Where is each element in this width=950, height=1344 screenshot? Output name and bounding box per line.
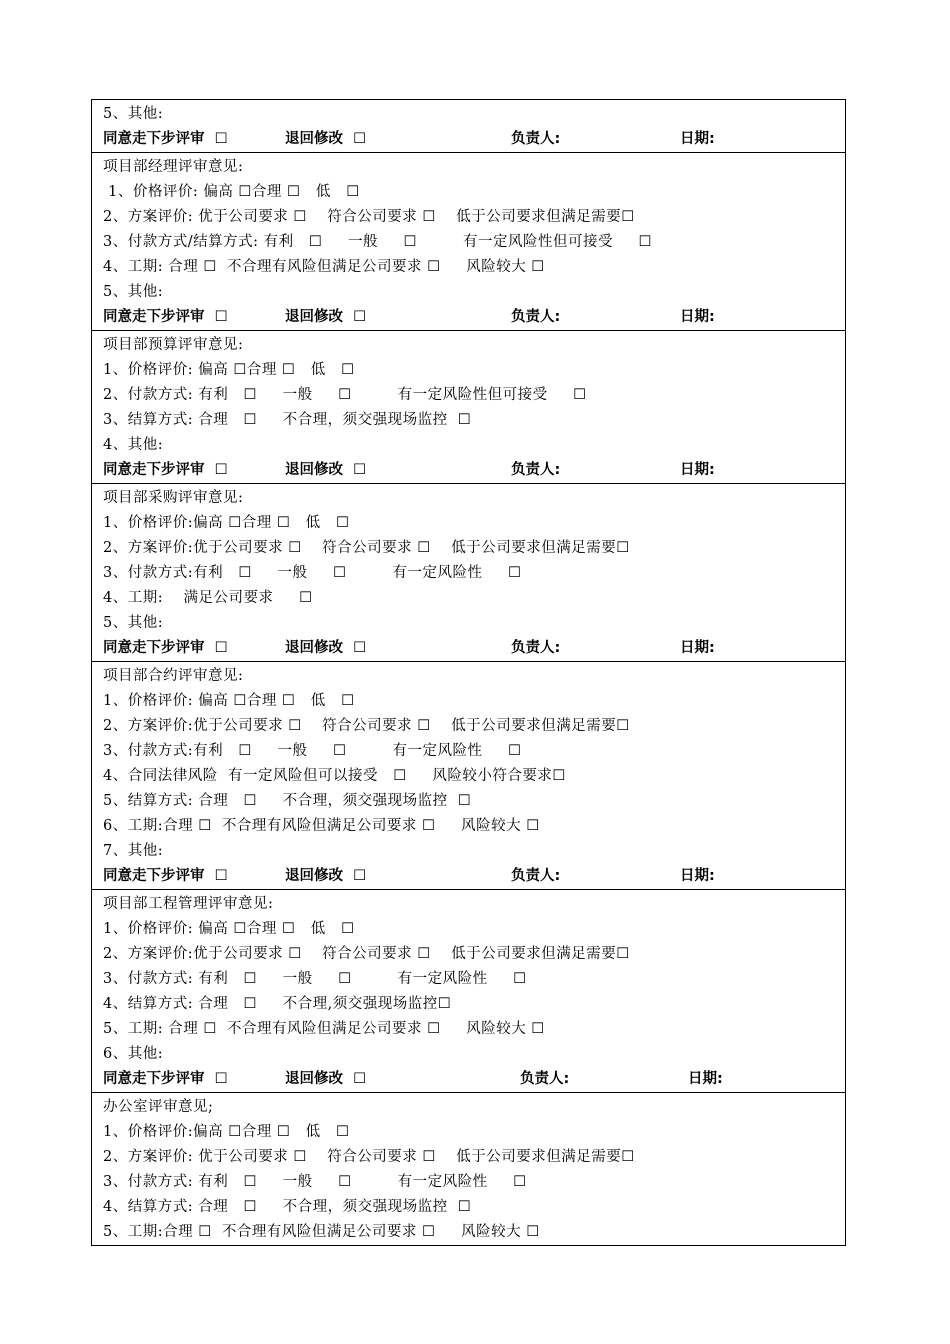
line-text: 6、其他: [103, 1046, 164, 1062]
line-text: 5、结算方式: 合理 ☐ 不合理，须交强现场监控 ☐ [103, 793, 472, 809]
line-text: 5、工期: 合理 ☐ 不合理有风险但满足公司要求 ☐ 风险较大 ☐ [103, 1021, 545, 1037]
form-line [92, 1145, 845, 1170]
form-line [92, 280, 845, 305]
form-line [92, 942, 845, 967]
signoff-row [92, 127, 845, 152]
form-line [92, 536, 845, 561]
form-line [92, 255, 845, 280]
agree-next-review-checkbox[interactable]: 同意走下步评审 ☐ [103, 640, 228, 656]
form-line [92, 180, 845, 205]
line-text: 2、方案评价:优于公司要求 ☐ 符合公司要求 ☐ 低于公司要求但满足需要☐ [103, 718, 630, 734]
form-line [92, 408, 845, 433]
signoff-row [92, 305, 845, 330]
form-line [92, 967, 845, 992]
signoff-row [92, 636, 845, 661]
responsible-person-label: 负责人: [511, 640, 561, 656]
return-for-revision-checkbox[interactable]: 退回修改 ☐ [285, 1071, 367, 1087]
line-text: 项目部预算评审意见: [103, 337, 244, 353]
responsible-person-label: 负责人: [511, 309, 561, 325]
signoff-row [92, 458, 845, 483]
form-line [92, 561, 845, 586]
date-label: 日期: [680, 640, 715, 656]
section-title [92, 155, 845, 180]
form-line [92, 764, 845, 789]
line-text: 4、工期: 合理 ☐ 不合理有风险但满足公司要求 ☐ 风险较大 ☐ [103, 259, 545, 275]
line-text: 1、价格评价: 偏高 ☐合理 ☐ 低 ☐ [103, 693, 355, 709]
form-line [92, 433, 845, 458]
section-title [92, 664, 845, 689]
form-line [92, 689, 845, 714]
form-line [92, 383, 845, 408]
agree-next-review-checkbox[interactable]: 同意走下步评审 ☐ [103, 131, 228, 147]
form-line [92, 586, 845, 611]
signoff-row [92, 864, 845, 889]
review-section-other [92, 100, 845, 152]
review-section-budget [92, 330, 845, 483]
line-text: 4、合同法律风险 有一定风险但可以接受 ☐ 风险较小符合要求☐ [103, 768, 566, 784]
line-text: 5、其他: [103, 615, 164, 631]
date-label: 日期: [680, 462, 715, 478]
responsible-person-label: 负责人: [511, 462, 561, 478]
date-label: 日期: [680, 868, 715, 884]
line-text: 项目部采购评审意见: [103, 490, 244, 506]
section-title [92, 333, 845, 358]
responsible-person-label: 负责人: [511, 868, 561, 884]
form-line [92, 1017, 845, 1042]
line-text: 7、其他: [103, 843, 164, 859]
line-text: 3、付款方式:有利 ☐ 一般 ☐ 有一定风险性 ☐ [103, 743, 522, 759]
form-line [92, 1042, 845, 1067]
line-text: 3、付款方式:有利 ☐ 一般 ☐ 有一定风险性 ☐ [103, 565, 522, 581]
form-line [92, 917, 845, 942]
review-form-table [91, 99, 846, 1246]
review-section-manager [92, 152, 845, 330]
line-text: 3、付款方式: 有利 ☐ 一般 ☐ 有一定风险性 ☐ [103, 1174, 527, 1190]
agree-next-review-checkbox[interactable]: 同意走下步评审 ☐ [103, 1071, 228, 1087]
return-for-revision-checkbox[interactable]: 退回修改 ☐ [285, 131, 367, 147]
line-text: 5、工期:合理 ☐ 不合理有风险但满足公司要求 ☐ 风险较大 ☐ [103, 1224, 540, 1240]
form-line [92, 611, 845, 636]
return-for-revision-checkbox[interactable]: 退回修改 ☐ [285, 462, 367, 478]
form-line [92, 230, 845, 255]
line-text: 4、结算方式: 合理 ☐ 不合理，须交强现场监控 ☐ [103, 1199, 472, 1215]
line-text: 1、价格评价:偏高 ☐合理 ☐ 低 ☐ [103, 515, 350, 531]
agree-next-review-checkbox[interactable]: 同意走下步评审 ☐ [103, 309, 228, 325]
line-text: 2、方案评价: 优于公司要求 ☐ 符合公司要求 ☐ 低于公司要求但满足需要☐ [103, 209, 635, 225]
signoff-row [92, 1067, 845, 1092]
line-text: 2、方案评价:优于公司要求 ☐ 符合公司要求 ☐ 低于公司要求但满足需要☐ [103, 946, 630, 962]
line-text: 2、付款方式: 有利 ☐ 一般 ☐ 有一定风险性但可接受 ☐ [103, 387, 587, 403]
line-text: 3、付款方式: 有利 ☐ 一般 ☐ 有一定风险性 ☐ [103, 971, 527, 987]
date-label: 日期: [680, 131, 715, 147]
agree-next-review-checkbox[interactable]: 同意走下步评审 ☐ [103, 462, 228, 478]
line-text: 项目部经理评审意见: [103, 159, 244, 175]
line-text: 2、方案评价:优于公司要求 ☐ 符合公司要求 ☐ 低于公司要求但满足需要☐ [103, 540, 630, 556]
review-section-engineering [92, 889, 845, 1092]
form-line [92, 992, 845, 1017]
line-text: 项目部工程管理评审意见: [103, 896, 274, 912]
form-line [92, 739, 845, 764]
return-for-revision-checkbox[interactable]: 退回修改 ☐ [285, 640, 367, 656]
line-text: 6、工期:合理 ☐ 不合理有风险但满足公司要求 ☐ 风险较大 ☐ [103, 818, 540, 834]
form-line [92, 839, 845, 864]
form-line [92, 1120, 845, 1145]
line-text: 1、价格评价: 偏高 ☐合理 ☐ 低 ☐ [103, 184, 360, 200]
form-line [92, 814, 845, 839]
line-text: 4、结算方式: 合理 ☐ 不合理,须交强现场监控☐ [103, 996, 452, 1012]
form-line [92, 358, 845, 383]
line-text: 1、价格评价: 偏高 ☐合理 ☐ 低 ☐ [103, 362, 355, 378]
return-for-revision-checkbox[interactable]: 退回修改 ☐ [285, 868, 367, 884]
review-section-contract [92, 661, 845, 889]
agree-next-review-checkbox[interactable]: 同意走下步评审 ☐ [103, 868, 228, 884]
section-title [92, 892, 845, 917]
form-line [92, 511, 845, 536]
line-text: 3、付款方式/结算方式: 有利 ☐ 一般 ☐ 有一定风险性但可接受 ☐ [103, 234, 653, 250]
line-text: 5、其他: [103, 284, 164, 300]
form-line [92, 1170, 845, 1195]
return-for-revision-checkbox[interactable]: 退回修改 ☐ [285, 309, 367, 325]
form-line [92, 205, 845, 230]
form-line [92, 102, 845, 127]
line-text: 办公室评审意见; [103, 1099, 214, 1115]
line-text: 项目部合约评审意见: [103, 668, 244, 684]
form-line [92, 789, 845, 814]
form-line [92, 1220, 845, 1245]
line-text: 3、结算方式: 合理 ☐ 不合理，须交强现场监控 ☐ [103, 412, 472, 428]
line-text: 5、其他: [103, 106, 164, 122]
responsible-person-label: 负责人: [511, 131, 561, 147]
date-label: 日期: [688, 1071, 723, 1087]
review-section-purchase [92, 483, 845, 661]
form-line [92, 714, 845, 739]
review-section-office [92, 1092, 845, 1245]
section-title [92, 1095, 845, 1120]
line-text: 1、价格评价: 偏高 ☐合理 ☐ 低 ☐ [103, 921, 355, 937]
line-text: 4、工期: 满足公司要求 ☐ [103, 590, 313, 606]
form-line [92, 1195, 845, 1220]
line-text: 2、方案评价: 优于公司要求 ☐ 符合公司要求 ☐ 低于公司要求但满足需要☐ [103, 1149, 635, 1165]
section-title [92, 486, 845, 511]
responsible-person-label: 负责人: [520, 1071, 570, 1087]
date-label: 日期: [680, 309, 715, 325]
line-text: 1、价格评价:偏高 ☐合理 ☐ 低 ☐ [103, 1124, 350, 1140]
line-text: 4、其他: [103, 437, 164, 453]
